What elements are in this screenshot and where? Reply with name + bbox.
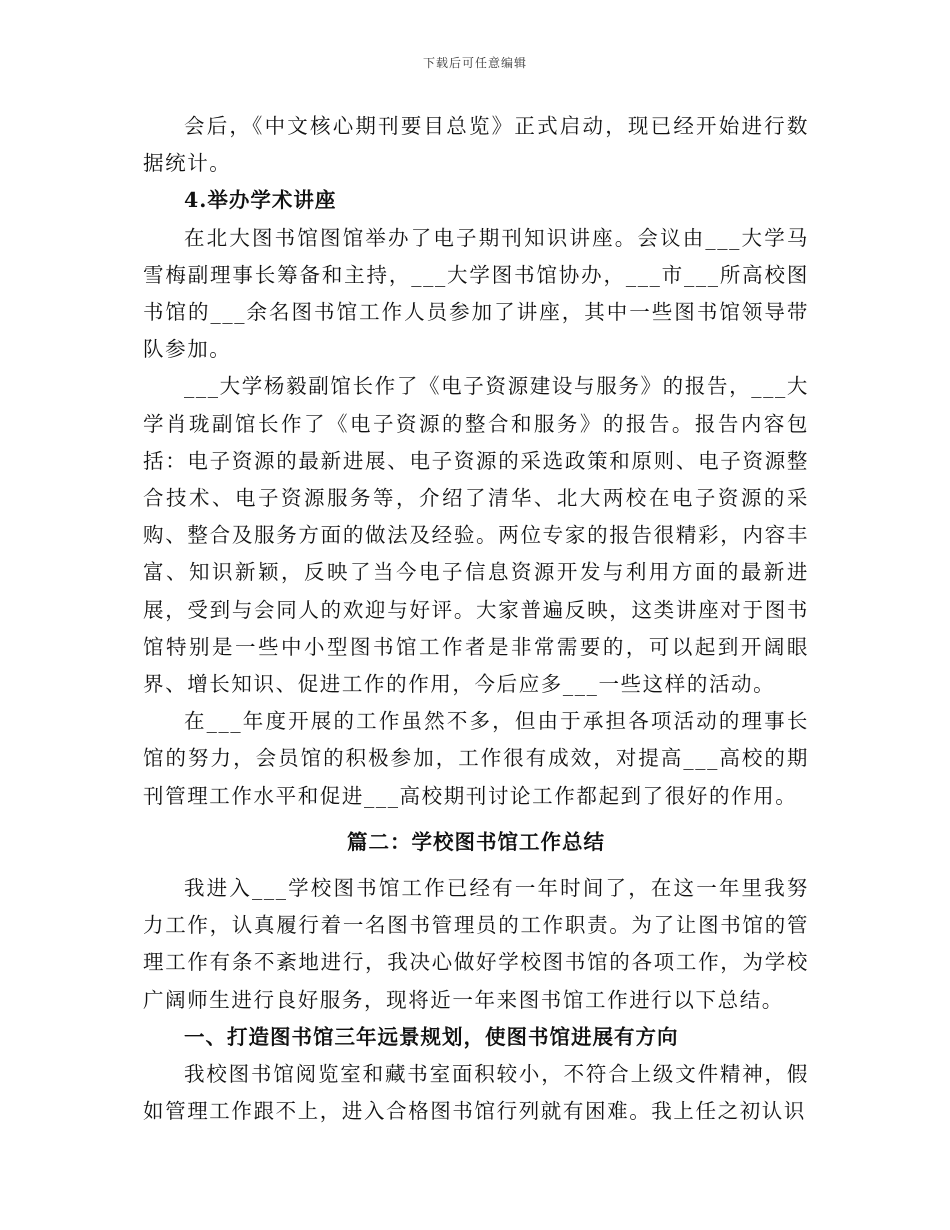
subheading: 一、打造图书馆三年远景规划，使图书馆进展有方向: [184, 1024, 679, 1049]
paragraph: ___大学杨毅副馆长作了《电子资源建设与服务》的报告，___大学肖珑副馆长作了《电子资源的整合和服务》的报告。报告内容包括：电子资源的最新进展、电子资源的采选政策和原则、电子资源整合技术、电子资源服务等，介绍了清华、北大两校在电子资源的采购、整合及服务方面的做法及经验。两位专家的报告很精彩，内容丰富、知识新颖，反映了当今电子信息资源开发与利用方面的最新进展，受到与会同人的欢迎与好评。大家普遍反映，这类讲座对于图书馆特别是一些中小型图书馆工作者是非常需要的，可以起到开阔眼界、增长知识、促进工作的作用，今后应多___一些这样的活动。: [143, 374, 809, 697]
subheading: 4.举办学术讲座: [184, 188, 337, 213]
section-title: 篇二：学校图书馆工作总结: [347, 829, 605, 854]
page-header: 下载后可任意编辑: [422, 56, 527, 70]
document-body: [143, 108, 809, 1130]
paragraph: 在___年度开展的工作虽然不多，但由于承担各项活动的理事长馆的努力，会员馆的积极参加，工作很有成效，对提高___高校的期刊管理工作水平和促进___高校期刊讨论工作都起到了很好的作用。: [143, 709, 809, 808]
paragraph: 我校图书馆阅览室和藏书室面积较小，不符合上级文件精神，假如管理工作跟不上，进入合格图书馆行列就有困难。我上任之初认识: [143, 1062, 809, 1124]
paragraph: 在北大图书馆图馆举办了电子期刊知识讲座。会议由___大学马雪梅副理事长筹备和主持，___大学图书馆协办，___市___所高校图书馆的___余名图书馆工作人员参加了讲座，其中一些图书馆领导带队参加。: [143, 225, 809, 362]
paragraph: 我进入___学校图书馆工作已经有一年时间了，在这一年里我努力工作，认真履行着一名图书管理员的工作职责。为了让图书馆的管理工作有条不紊地进行，我决心做好学校图书馆的各项工作，为学校广阔师生进行良好服务，现将近一年来图书馆工作进行以下总结。: [143, 876, 809, 1012]
paragraph: 会后，《中文核心期刊要目总览》正式启动，现已经开始进行数据统计。: [143, 114, 809, 176]
